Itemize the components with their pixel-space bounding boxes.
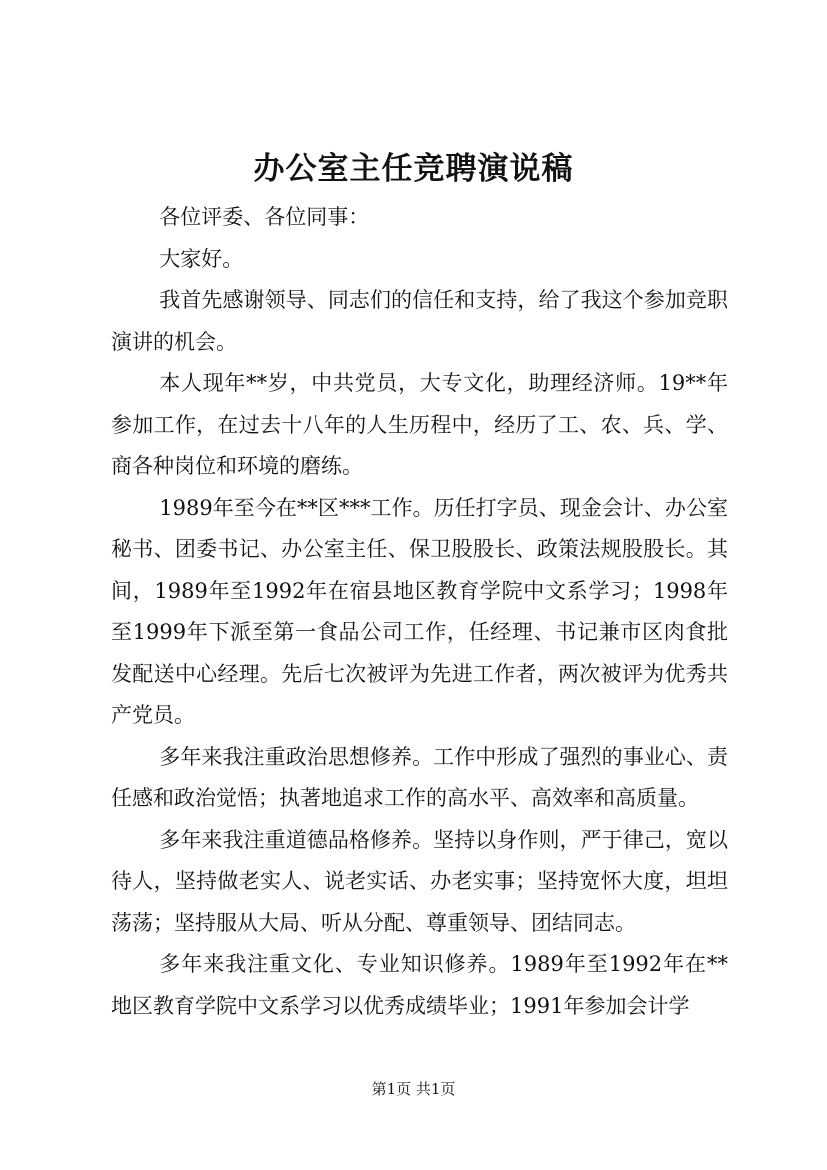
paragraph-self-intro: 本人现年**岁，中共党员，大专文化，助理经济师。19**年参加工作，在过去十八年的人生历程中，经历了工、农、兵、学、商各种岗位和环境的磨练。 [111, 371, 728, 478]
document-title: 办公室主任竞聘演说稿 [253, 151, 574, 187]
paragraph-political: 多年来我注重政治思想修养。工作中形成了强烈的事业心、责任感和政治觉悟；执著地追求工作的高水平、高效率和高质量。 [111, 744, 728, 810]
document-body [111, 197, 728, 1027]
paragraph-greeting: 大家好。 [159, 246, 244, 271]
paragraph-salutation: 各位评委、各位同事： [159, 205, 370, 229]
paragraph-moral: 多年来我注重道德品格修养。坚持以身作则，严于律己，宽以待人，坚持做老实人、说老实话、办老实事；坚持宽怀大度，坦坦荡荡；坚持服从大局、听从分配、尊重领导、团结同志。 [111, 827, 728, 935]
page-number-footer: 第1页 共1页 [371, 1080, 456, 1098]
paragraph-work-history: 1989年至今在**区***工作。历任打字员、现金会计、办公室秘书、团委书记、办公室主任、保卫股股长、政策法规股股长。其间，1989年至1992年在宿县地区教育学院中文系学习；1998年至1999年下派至第一食品公司工作，任经理、书记兼市区肉食批发配送中心经理。先后七次被评为先进工作者，两次被评为优秀共产党员。 [111, 495, 728, 727]
paragraph-education: 多年来我注重文化、专业知识修养。1989年至1992年在**地区教育学院中文系学习以优秀成绩毕业；1991年参加会计学 [111, 952, 728, 1018]
paragraph-thanks: 我首先感谢领导、同志们的信任和支持，给了我这个参加竞职演讲的机会。 [111, 288, 728, 354]
